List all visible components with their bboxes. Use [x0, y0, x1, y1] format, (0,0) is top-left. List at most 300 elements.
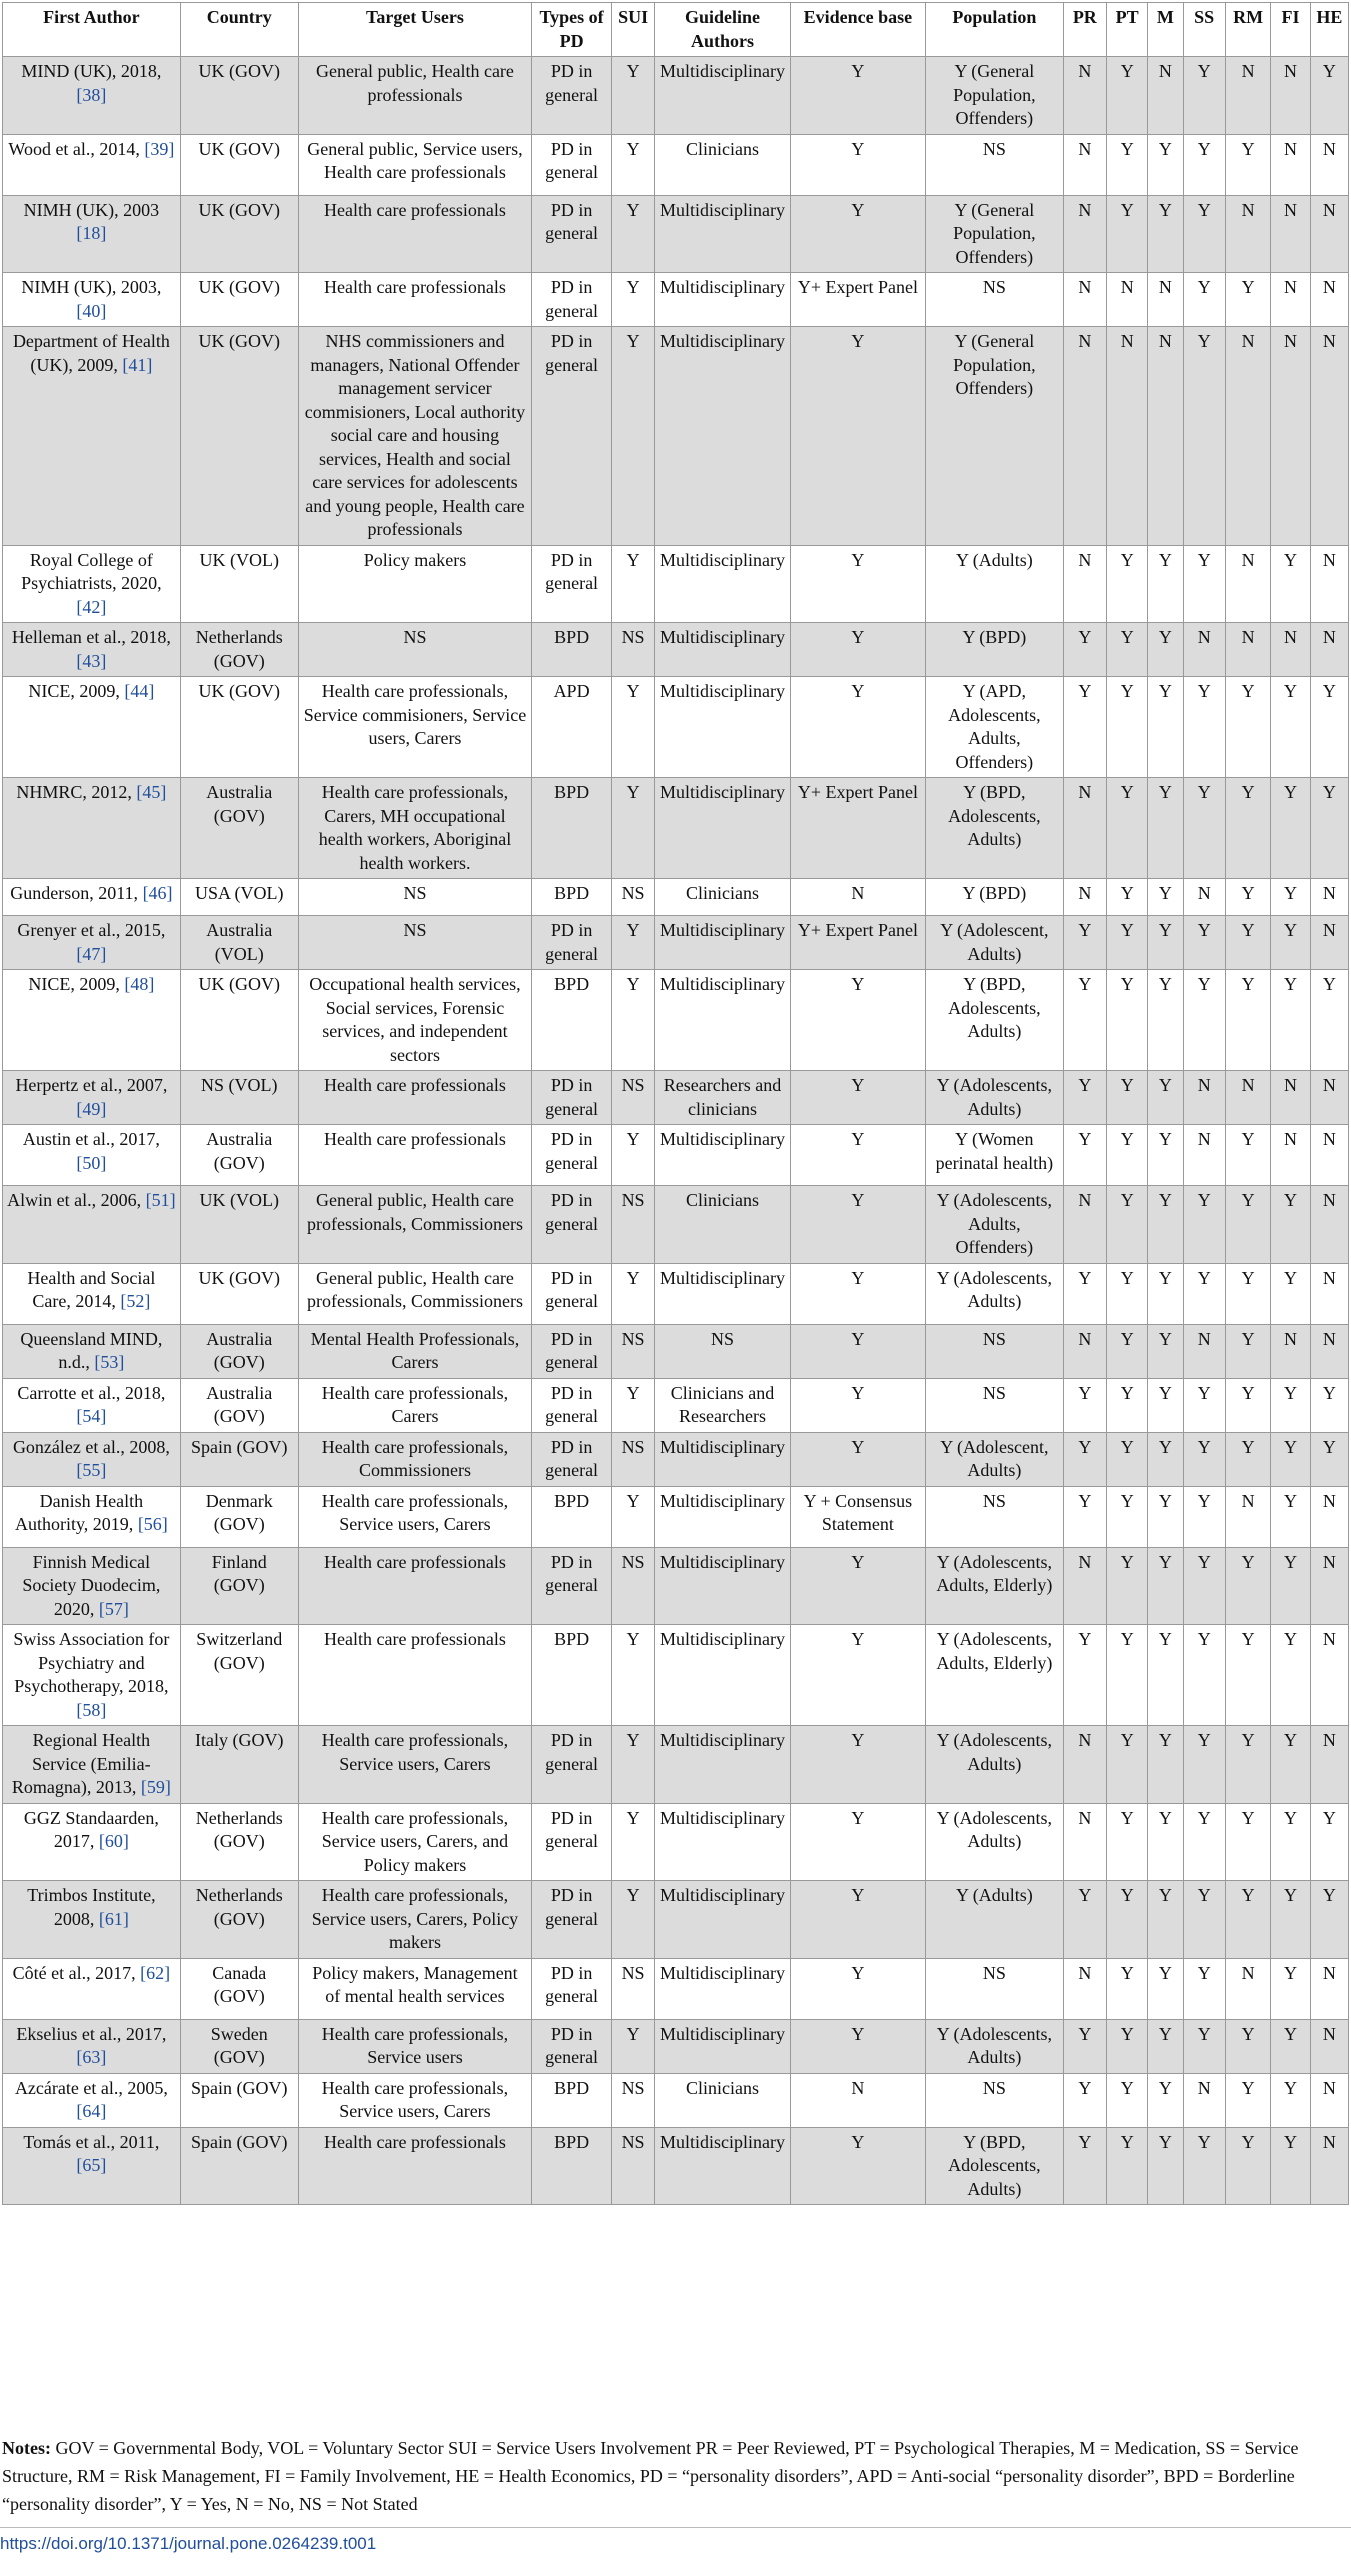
sui-cell: Y — [611, 1803, 654, 1881]
rm-cell: Y — [1225, 1726, 1270, 1804]
reference-link[interactable]: [61] — [98, 1908, 129, 1929]
rm-cell: N — [1225, 623, 1270, 677]
population-cell: Y (Adolescents, Adults) — [926, 1803, 1063, 1881]
pr-cell: N — [1063, 545, 1106, 623]
first-author-text: Danish Health Authority, 2019, — [14, 1490, 144, 1534]
types-of-pd-cell: PD in general — [532, 916, 612, 970]
m-cell: N — [1148, 273, 1183, 327]
ss-cell: Y — [1183, 1378, 1225, 1432]
he-cell: Y — [1310, 1803, 1348, 1881]
he-cell: N — [1310, 195, 1348, 273]
rm-cell: N — [1225, 1958, 1270, 2019]
first-author-cell — [3, 1378, 181, 1432]
pt-cell: Y — [1107, 1071, 1148, 1125]
evidence-base-cell: Y — [790, 1263, 925, 1324]
table-row — [3, 2127, 1349, 2205]
m-cell: Y — [1148, 1071, 1183, 1125]
country-cell: Finland (GOV) — [180, 1547, 298, 1625]
reference-link[interactable]: [52] — [120, 1291, 151, 1311]
header-evidence-base: Evidence base — [790, 3, 925, 57]
types-of-pd-cell: BPD — [532, 1625, 612, 1726]
reference-link[interactable]: [60] — [98, 1831, 129, 1851]
types-of-pd-cell: BPD — [532, 2073, 612, 2127]
pt-cell: Y — [1107, 2019, 1148, 2073]
country-cell: UK (GOV) — [180, 57, 298, 135]
guidelines-table-container — [2, 2, 1349, 2205]
ss-cell: Y — [1183, 1803, 1225, 1881]
guideline-authors-cell: Researchers and clinicians — [655, 1071, 790, 1125]
header-guideline-authors: Guideline Authors — [655, 3, 790, 57]
sui-cell: Y — [611, 1263, 654, 1324]
pr-cell: Y — [1063, 2019, 1106, 2073]
table-row — [3, 778, 1349, 879]
fi-cell: Y — [1271, 1186, 1310, 1264]
first-author-text: Grenyer et al., 2015, — [17, 920, 166, 940]
population-cell: Y (Adolescents, Adults, Elderly) — [926, 1625, 1063, 1726]
country-cell: Switzerland (GOV) — [180, 1625, 298, 1726]
reference-link[interactable]: [43] — [76, 650, 107, 671]
evidence-base-cell: Y — [790, 2019, 925, 2073]
reference-link[interactable]: [53] — [94, 1352, 125, 1372]
reference-link[interactable]: [18] — [76, 223, 107, 243]
table-row — [3, 1186, 1349, 1264]
first-author-cell — [3, 916, 181, 970]
types-of-pd-cell: PD in general — [532, 1125, 612, 1186]
country-cell: UK (GOV) — [180, 1263, 298, 1324]
reference-link[interactable]: [40] — [76, 300, 107, 321]
guideline-authors-cell: Multidisciplinary — [655, 327, 790, 546]
population-cell: Y (General Population, Offenders) — [926, 57, 1063, 135]
sui-cell: Y — [611, 2019, 654, 2073]
first-author-cell — [3, 970, 181, 1071]
he-cell: N — [1310, 2127, 1348, 2205]
m-cell: Y — [1148, 1432, 1183, 1486]
m-cell: Y — [1148, 1881, 1183, 1959]
rm-cell: Y — [1225, 273, 1270, 327]
m-cell: Y — [1148, 2127, 1183, 2205]
pr-cell: Y — [1063, 1486, 1106, 1547]
first-author-cell — [3, 327, 181, 546]
ss-cell: N — [1183, 623, 1225, 677]
first-author-cell — [3, 545, 181, 623]
first-author-cell — [3, 1547, 181, 1625]
evidence-base-cell: Y — [790, 327, 925, 546]
population-cell: NS — [926, 1324, 1063, 1378]
rm-cell: Y — [1225, 677, 1270, 778]
ss-cell: Y — [1183, 916, 1225, 970]
ss-cell: Y — [1183, 57, 1225, 135]
fi-cell: Y — [1271, 1803, 1310, 1881]
population-cell: Y (Adolescent, Adults) — [926, 916, 1063, 970]
population-cell: Y (Women perinatal health) — [926, 1125, 1063, 1186]
types-of-pd-cell: PD in general — [532, 1958, 612, 2019]
first-author-text: NIMH (UK), 2003 — [23, 199, 160, 220]
first-author-text: Trimbos Institute, 2008, — [27, 1885, 156, 1929]
rm-cell: N — [1225, 327, 1270, 546]
reference-link[interactable]: [63] — [76, 2047, 107, 2067]
country-cell: Netherlands (GOV) — [180, 623, 298, 677]
ss-cell: Y — [1183, 1958, 1225, 2019]
fi-cell: N — [1271, 273, 1310, 327]
pr-cell: Y — [1063, 1432, 1106, 1486]
he-cell: Y — [1310, 1432, 1348, 1486]
reference-link[interactable]: [65] — [76, 2155, 107, 2175]
target-users-cell: General public, Service users, Health care professionals — [298, 134, 532, 195]
pt-cell: Y — [1107, 1803, 1148, 1881]
table-row — [3, 623, 1349, 677]
guideline-authors-cell: Multidisciplinary — [655, 2127, 790, 2205]
rm-cell: Y — [1225, 1125, 1270, 1186]
sui-cell: Y — [611, 273, 654, 327]
reference-link[interactable]: [49] — [76, 1098, 107, 1119]
types-of-pd-cell: BPD — [532, 2127, 612, 2205]
reference-link[interactable]: [44] — [124, 681, 155, 701]
table-row — [3, 879, 1349, 916]
pt-cell: N — [1107, 327, 1148, 546]
types-of-pd-cell: PD in general — [532, 1881, 612, 1959]
sui-cell: NS — [611, 879, 654, 916]
population-cell: NS — [926, 2073, 1063, 2127]
header-pr: PR — [1063, 3, 1106, 57]
first-author-cell — [3, 1186, 181, 1264]
fi-cell: Y — [1271, 545, 1310, 623]
reference-link[interactable]: [41] — [122, 354, 153, 375]
m-cell: Y — [1148, 1186, 1183, 1264]
pt-cell: Y — [1107, 2073, 1148, 2127]
sui-cell: NS — [611, 1432, 654, 1486]
pr-cell: Y — [1063, 1881, 1106, 1959]
header-country: Country — [180, 3, 298, 57]
table-row — [3, 1324, 1349, 1378]
header-target-users: Target Users — [298, 3, 532, 57]
population-cell: Y (Adolescents, Adults, Elderly) — [926, 1547, 1063, 1625]
rm-cell: Y — [1225, 778, 1270, 879]
evidence-base-cell: Y + Consensus Statement — [790, 1486, 925, 1547]
m-cell: Y — [1148, 623, 1183, 677]
evidence-base-cell: Y — [790, 1378, 925, 1432]
population-cell: NS — [926, 273, 1063, 327]
reference-link[interactable]: [38] — [76, 84, 107, 105]
first-author-cell — [3, 134, 181, 195]
he-cell: N — [1310, 1263, 1348, 1324]
reference-link[interactable]: [55] — [76, 1460, 107, 1480]
evidence-base-cell: Y+ Expert Panel — [790, 273, 925, 327]
country-cell: NS (VOL) — [180, 1071, 298, 1125]
header-m: M — [1148, 3, 1183, 57]
table-row — [3, 2073, 1349, 2127]
reference-link[interactable]: [46] — [142, 883, 173, 903]
reference-link[interactable]: [57] — [98, 1598, 129, 1619]
evidence-base-cell: Y — [790, 195, 925, 273]
population-cell: NS — [926, 1486, 1063, 1547]
doi-link[interactable]: https://doi.org/10.1371/journal.pone.0264239.t001 — [0, 2534, 377, 2553]
first-author-text: Queensland MIND, n.d., — [20, 1328, 163, 1372]
first-author-text: Alwin et al., 2006, — [7, 1190, 142, 1210]
table-row — [3, 195, 1349, 273]
target-users-cell: General public, Health care professionals, Commissioners — [298, 1186, 532, 1264]
evidence-base-cell: Y — [790, 1726, 925, 1804]
target-users-cell: Mental Health Professionals, Carers — [298, 1324, 532, 1378]
fi-cell: N — [1271, 327, 1310, 546]
table-row — [3, 273, 1349, 327]
guideline-authors-cell: Multidisciplinary — [655, 195, 790, 273]
first-author-cell — [3, 1125, 181, 1186]
sui-cell: NS — [611, 623, 654, 677]
reference-link[interactable]: [39] — [144, 138, 175, 159]
he-cell: N — [1310, 273, 1348, 327]
types-of-pd-cell: APD — [532, 677, 612, 778]
reference-link[interactable]: [50] — [76, 1152, 107, 1173]
population-cell: Y (Adolescents, Adults) — [926, 1726, 1063, 1804]
types-of-pd-cell: BPD — [532, 623, 612, 677]
pr-cell: Y — [1063, 970, 1106, 1071]
types-of-pd-cell: PD in general — [532, 273, 612, 327]
he-cell: Y — [1310, 1881, 1348, 1959]
first-author-text: NIMH (UK), 2003, — [21, 277, 162, 297]
target-users-cell: General public, Health care professionals — [298, 57, 532, 135]
pr-cell: Y — [1063, 1263, 1106, 1324]
rm-cell: Y — [1225, 1378, 1270, 1432]
target-users-cell: Health care professionals — [298, 1547, 532, 1625]
he-cell: Y — [1310, 1378, 1348, 1432]
evidence-base-cell: Y — [790, 57, 925, 135]
pr-cell: Y — [1063, 677, 1106, 778]
m-cell: Y — [1148, 1803, 1183, 1881]
he-cell: N — [1310, 2073, 1348, 2127]
reference-link[interactable]: [54] — [76, 1406, 107, 1426]
country-cell: Netherlands (GOV) — [180, 1803, 298, 1881]
first-author-text: Azcárate et al., 2005, — [14, 2077, 168, 2098]
reference-link[interactable]: [51] — [145, 1190, 176, 1210]
fi-cell: Y — [1271, 1958, 1310, 2019]
ss-cell: Y — [1183, 1432, 1225, 1486]
m-cell: Y — [1148, 778, 1183, 879]
guideline-authors-cell: Multidisciplinary — [655, 1881, 790, 1959]
population-cell: Y (Adolescents, Adults, Offenders) — [926, 1186, 1063, 1264]
target-users-cell: NHS commissioners and managers, National Offender management servicer commisioners, Local authority social care and housing services, Health and social care services for adolescents and young people, Health care professionals — [298, 327, 532, 546]
first-author-text: González et al., 2008, — [12, 1436, 170, 1457]
pr-cell: N — [1063, 778, 1106, 879]
fi-cell: Y — [1271, 677, 1310, 778]
sui-cell: Y — [611, 195, 654, 273]
types-of-pd-cell: PD in general — [532, 1263, 612, 1324]
country-cell: UK (VOL) — [180, 1186, 298, 1264]
pt-cell: Y — [1107, 1186, 1148, 1264]
country-cell: UK (GOV) — [180, 195, 298, 273]
reference-link[interactable]: [64] — [76, 2101, 107, 2121]
target-users-cell: Health care professionals, Service users, Carers — [298, 1486, 532, 1547]
rm-cell: Y — [1225, 970, 1270, 1071]
sui-cell: NS — [611, 1324, 654, 1378]
first-author-cell — [3, 1432, 181, 1486]
ss-cell: Y — [1183, 1625, 1225, 1726]
table-header-row — [3, 3, 1349, 57]
rm-cell: Y — [1225, 2073, 1270, 2127]
guideline-authors-cell: Clinicians and Researchers — [655, 1378, 790, 1432]
table-row — [3, 916, 1349, 970]
ss-cell: Y — [1183, 1881, 1225, 1959]
header-types-of-pd: Types of PD — [532, 3, 612, 57]
sui-cell: Y — [611, 545, 654, 623]
pt-cell: Y — [1107, 57, 1148, 135]
reference-link[interactable]: [42] — [76, 596, 107, 617]
reference-link[interactable]: [58] — [76, 1699, 107, 1720]
guideline-authors-cell: Multidisciplinary — [655, 1125, 790, 1186]
first-author-text: Regional Health Service (Emilia-Romagna), 2013, — [11, 1730, 151, 1797]
guideline-authors-cell: Multidisciplinary — [655, 1263, 790, 1324]
country-cell: UK (GOV) — [180, 327, 298, 546]
reference-link[interactable]: [59] — [140, 1777, 171, 1797]
m-cell: Y — [1148, 1378, 1183, 1432]
pt-cell: Y — [1107, 1547, 1148, 1625]
first-author-cell — [3, 195, 181, 273]
first-author-text: Swiss Association for Psychiatry and Psychotherapy, 2018, — [13, 1629, 170, 1696]
reference-link[interactable]: [56] — [137, 1514, 168, 1534]
pr-cell: N — [1063, 327, 1106, 546]
pt-cell: Y — [1107, 1125, 1148, 1186]
pt-cell: Y — [1107, 1625, 1148, 1726]
pr-cell: N — [1063, 1726, 1106, 1804]
rm-cell: Y — [1225, 1625, 1270, 1726]
ss-cell: Y — [1183, 1726, 1225, 1804]
sui-cell: Y — [611, 916, 654, 970]
pt-cell: Y — [1107, 677, 1148, 778]
pr-cell: N — [1063, 195, 1106, 273]
fi-cell: Y — [1271, 1881, 1310, 1959]
table-row — [3, 1803, 1349, 1881]
types-of-pd-cell: PD in general — [532, 1547, 612, 1625]
first-author-text: Health and Social Care, 2014, — [27, 1267, 156, 1311]
country-cell: Australia (GOV) — [180, 778, 298, 879]
notes-text: GOV = Governmental Body, VOL = Voluntary Sector SUI = Service Users Involvement PR = Peer Reviewed, PT = Psychological Therapies, M = Medication, SS = Service Structure, RM = Risk Management, FI = Family Involvement, HE = Health Economics, PD = “personality disorders”, APD = Anti-social “personality disorder”, BPD = Borderline “personality disorder”, Y = Yes, N = No, NS = Not Stated — [2, 2438, 1299, 2514]
pt-cell: Y — [1107, 1726, 1148, 1804]
ss-cell: Y — [1183, 327, 1225, 546]
fi-cell: N — [1271, 623, 1310, 677]
guideline-authors-cell: Multidisciplinary — [655, 623, 790, 677]
population-cell: Y (BPD, Adolescents, Adults) — [926, 2127, 1063, 2205]
table-row — [3, 2019, 1349, 2073]
first-author-text: Wood et al., 2014, — [8, 138, 140, 159]
first-author-text: Finnish Medical Society Duodecim, 2020, — [22, 1551, 161, 1619]
country-cell: Denmark (GOV) — [180, 1486, 298, 1547]
population-cell: Y (BPD, Adolescents, Adults) — [926, 778, 1063, 879]
country-cell: UK (GOV) — [180, 677, 298, 778]
ss-cell: Y — [1183, 1263, 1225, 1324]
ss-cell: Y — [1183, 1186, 1225, 1264]
types-of-pd-cell: BPD — [532, 778, 612, 879]
sui-cell: Y — [611, 1486, 654, 1547]
country-cell: Australia (GOV) — [180, 1125, 298, 1186]
guideline-authors-cell: Multidisciplinary — [655, 2019, 790, 2073]
m-cell: Y — [1148, 1486, 1183, 1547]
first-author-text: NHMRC, 2012, — [16, 782, 132, 802]
first-author-cell — [3, 2019, 181, 2073]
pr-cell: Y — [1063, 1125, 1106, 1186]
m-cell: Y — [1148, 1958, 1183, 2019]
reference-link[interactable]: [48] — [124, 974, 155, 994]
population-cell: Y (BPD) — [926, 623, 1063, 677]
m-cell: N — [1148, 327, 1183, 546]
m-cell: Y — [1148, 1125, 1183, 1186]
rm-cell: Y — [1225, 2127, 1270, 2205]
m-cell: Y — [1148, 2073, 1183, 2127]
table-row — [3, 327, 1349, 546]
target-users-cell: Health care professionals, Carers, MH occupational health workers, Aboriginal health workers. — [298, 778, 532, 879]
first-author-text: Gunderson, 2011, — [10, 883, 139, 903]
first-author-cell — [3, 1625, 181, 1726]
types-of-pd-cell: PD in general — [532, 327, 612, 546]
m-cell: Y — [1148, 2019, 1183, 2073]
he-cell: N — [1310, 545, 1348, 623]
rm-cell: Y — [1225, 1263, 1270, 1324]
population-cell: NS — [926, 1378, 1063, 1432]
guideline-authors-cell: Multidisciplinary — [655, 545, 790, 623]
target-users-cell: Health care professionals, Service users — [298, 2019, 532, 2073]
pt-cell: Y — [1107, 1263, 1148, 1324]
m-cell: Y — [1148, 677, 1183, 778]
target-users-cell: NS — [298, 879, 532, 916]
table-row — [3, 1881, 1349, 1959]
country-cell: Netherlands (GOV) — [180, 1881, 298, 1959]
guideline-authors-cell: Multidisciplinary — [655, 677, 790, 778]
reference-link[interactable]: [62] — [140, 1962, 171, 1983]
population-cell: Y (Adults) — [926, 545, 1063, 623]
ss-cell: Y — [1183, 970, 1225, 1071]
country-cell: Australia (VOL) — [180, 916, 298, 970]
ss-cell: Y — [1183, 2127, 1225, 2205]
guideline-authors-cell: Clinicians — [655, 879, 790, 916]
header-pt: PT — [1107, 3, 1148, 57]
table-row — [3, 1547, 1349, 1625]
he-cell: N — [1310, 1071, 1348, 1125]
evidence-base-cell: Y — [790, 134, 925, 195]
he-cell: N — [1310, 623, 1348, 677]
reference-link[interactable]: [45] — [136, 782, 167, 802]
first-author-cell — [3, 1263, 181, 1324]
pr-cell: N — [1063, 1803, 1106, 1881]
first-author-cell — [3, 273, 181, 327]
country-cell: Sweden (GOV) — [180, 2019, 298, 2073]
target-users-cell: Health care professionals, Service users, Carers, Policy makers — [298, 1881, 532, 1959]
m-cell: Y — [1148, 879, 1183, 916]
country-cell: Spain (GOV) — [180, 2127, 298, 2205]
first-author-text: Department of Health (UK), 2009, — [12, 331, 170, 375]
population-cell: Y (General Population, Offenders) — [926, 195, 1063, 273]
first-author-text: Austin et al., 2017, — [22, 1129, 160, 1149]
he-cell: Y — [1310, 57, 1348, 135]
first-author-text: Ekselius et al., 2017, — [16, 2023, 167, 2044]
ss-cell: Y — [1183, 195, 1225, 273]
sui-cell: Y — [611, 970, 654, 1071]
pt-cell: Y — [1107, 134, 1148, 195]
ss-cell: N — [1183, 2073, 1225, 2127]
m-cell: Y — [1148, 1726, 1183, 1804]
evidence-base-cell: Y — [790, 677, 925, 778]
types-of-pd-cell: PD in general — [532, 2019, 612, 2073]
ss-cell: Y — [1183, 677, 1225, 778]
country-cell: Australia (GOV) — [180, 1324, 298, 1378]
guidelines-table — [2, 2, 1349, 2205]
guideline-authors-cell: Multidisciplinary — [655, 1958, 790, 2019]
first-author-text: Côté et al., 2017, — [12, 1962, 136, 1983]
sui-cell: NS — [611, 2127, 654, 2205]
sui-cell: Y — [611, 57, 654, 135]
target-users-cell: Health care professionals, Service users, Carers, and Policy makers — [298, 1803, 532, 1881]
reference-link[interactable]: [47] — [76, 943, 107, 964]
he-cell: N — [1310, 327, 1348, 546]
types-of-pd-cell: PD in general — [532, 134, 612, 195]
guideline-authors-cell: Multidisciplinary — [655, 1432, 790, 1486]
